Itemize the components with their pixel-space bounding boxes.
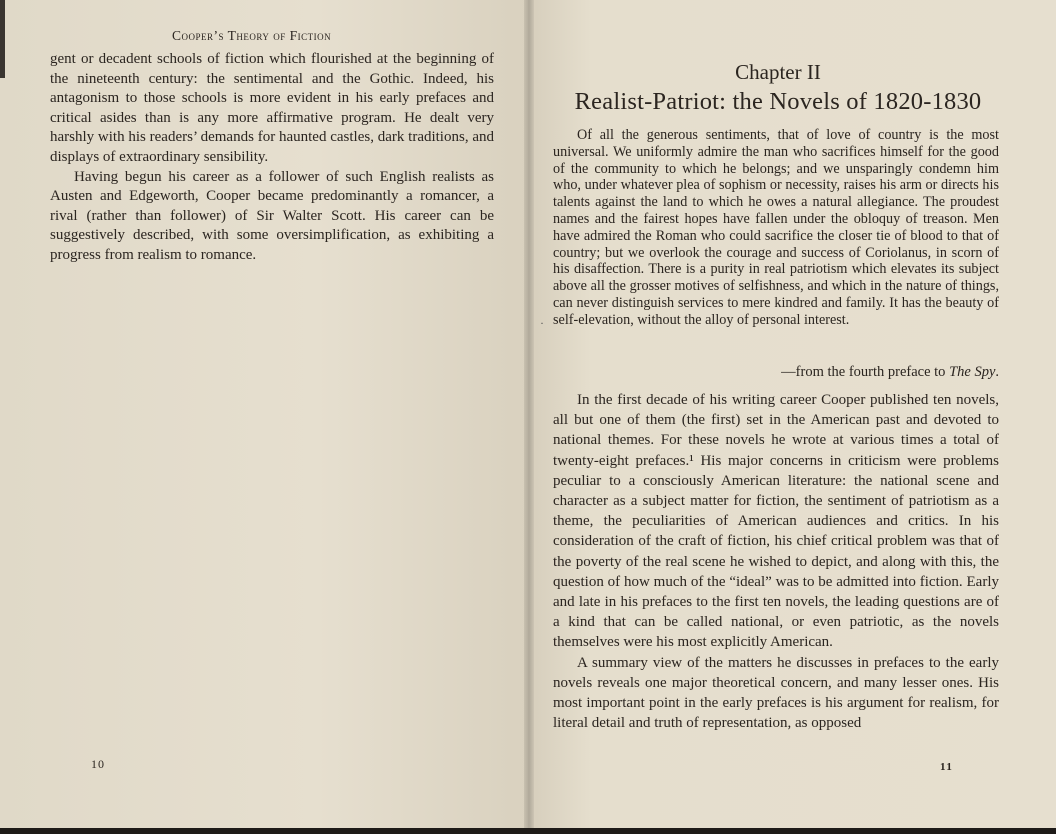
epigraph-text: Of all the generous sentiments, that of love of country is the most universal. We uniformly admire the man who sacrifices himself for the good of the community to which he belongs; and we unsparingly condemn him who, under whatever plea of sophism or necessity, raises his arm or directs his talents against the land to which he owes a natural allegiance. The proudest names and the fairest hopes have fallen under the obloquy of treason. Men have admired the Roman who could sacrifice the closer tie of blood to that of country; but we overlook the courage and success of Coriolanus, in scorn of his disaffection. There is a purity in real patriotism which elevates its subject above all the grosser motives of selfishness, and which in the nature of things, can never distinguish services to mere kindred and family. It has the beauty of self-elevation, without the alloy of personal interest. (553, 127, 999, 328)
chapter-number: Chapter II (735, 60, 821, 84)
paragraph: Having begun his career as a follower of such English realists as Austen and Edgeworth, Cooper became predominantly a romancer, a rival (rather than follower) of Sir Walter Scott. His career can be suggestively described, with some oversimplification, as exhibiting a progress from realism to romance. (50, 168, 494, 263)
edge-tab (0, 0, 5, 78)
attribution-prefix: —from the fourth preface to (781, 364, 950, 380)
running-head: Cooper’s Theory of Fiction (172, 28, 332, 43)
page-number: 10 (91, 757, 105, 771)
epigraph-attribution (553, 364, 999, 381)
attribution-suffix: . (995, 364, 999, 380)
paragraph: gent or decadent schools of fiction which flourished at the beginning of the nineteenth century: the sentimental and the Gothic. Indeed, his antagonism to those schools is more evident in his early prefaces and critical asides than is any more affirmative program. He dealt very harshly with his readers’ demands for haunted castles, dark traditions, and displays of extraordinary sensibility. (50, 51, 494, 165)
right-page-text (553, 390, 999, 733)
paragraph: In the first decade of his writing career Cooper published ten novels, all but one of them (the first) set in the American past and devoted to national themes. For these novels he wrote at various times a total of twenty-eight prefaces.¹ His major concerns in criticism were problems peculiar to a consciously American literature: the national scene and character as a subject matter for fiction, the sentiment of patriotism as a theme, the peculiarities of American audiences and critics. In his consideration of the craft of fiction, his chief critical problem was that of the poverty of the real scene he wished to depict, and along with this, the question of how much of the “ideal” was to be admitted into fiction. Early and late in his prefaces to the first ten novels, the leading questions are of a kind that can be called national, or even patriotic, as the novels themselves were his most explicitly American. (553, 392, 999, 651)
epigraph (553, 127, 999, 329)
bottom-edge (0, 828, 1056, 834)
paragraph: A summary view of the matters he discusses in prefaces to the early novels reveals one major theoretical concern, and many lesser ones. His most important point in the early prefaces is his argument for realism, for literal detail and truth of representation, as opposed (553, 654, 999, 732)
page-number: 11 (940, 761, 954, 773)
gutter (524, 0, 534, 828)
chapter-title: Realist-Patriot: the Novels of 1820-1830 (574, 88, 982, 115)
left-page (0, 0, 528, 828)
margin-mark: · (540, 316, 544, 330)
left-page-text (50, 50, 494, 266)
attribution-work: The Spy (949, 364, 996, 380)
